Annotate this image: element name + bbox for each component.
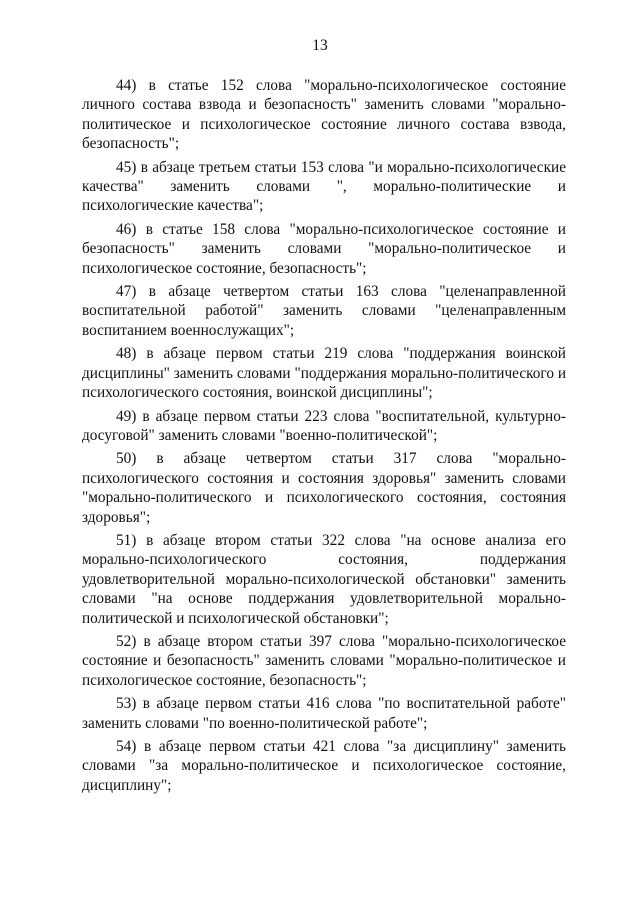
amendment-item-54: 54) в абзаце первом статьи 421 слова "за дисциплину" заменить словами "за морально-политическое и психологическое состояние, дисциплину"; (82, 738, 566, 794)
amendment-item-46: 46) в статье 158 слова "морально-психологическое состояние и безопасность" заменить словами "морально-политическое и психологическое состояние, безопасность"; (82, 220, 566, 277)
amendment-item-44: 44) в статье 152 слова "морально-психологическое состояние личного состава взвода и безопасность" заменить словами "морально-политическое и психологическое состояние личного состава взвода, безопасность"; (82, 77, 566, 153)
page-number: 13 (312, 37, 328, 54)
amendment-item-48: 48) в абзаце первом статьи 219 слова "поддержания воинской дисциплины" заменить словами "поддержания морально-политического и психологического состояния, воинской дисциплины"; (82, 345, 566, 402)
amendment-item-45: 45) в абзаце третьем статьи 153 слова "и морально-психологические качества" заменить словами ", морально-политические и психологические качества"; (82, 158, 566, 215)
amendment-item-52: 52) в абзаце втором статьи 397 слова "морально-психологическое состояние и безопасность" заменить словами "морально-политическое и психологическое состояние, безопасность"; (82, 632, 566, 689)
amendment-item-50: 50) в абзаце четвертом статьи 317 слова "морально-психологического состояния и состояния здоровья" заменить словами "морально-политического и психологического состояния, состояния здоровья"; (82, 450, 566, 526)
amendment-item-47: 47) в абзаце четвертом статьи 163 слова "целенаправленной воспитательной работой" заменить словами "целенаправленным воспитанием военнослужащих"; (82, 283, 566, 339)
amendments-list (82, 76, 566, 799)
amendment-item-53: 53) в абзаце первом статьи 416 слова "по воспитательной работе" заменить словами "по военно-политической работе"; (82, 695, 566, 732)
amendment-item-49: 49) в абзаце первом статьи 223 слова "воспитательной, культурно-досуговой" заменить словами "военно-политической"; (82, 407, 566, 444)
amendment-item-51: 51) в абзаце втором статьи 322 слова "на основе анализа его морально-психологического состояния, поддержания удовлетворительной морально-психологической обстановки" заменить словами "на основе поддержания удовлетворительной морально-политической и психологической обстановки"; (82, 531, 566, 627)
